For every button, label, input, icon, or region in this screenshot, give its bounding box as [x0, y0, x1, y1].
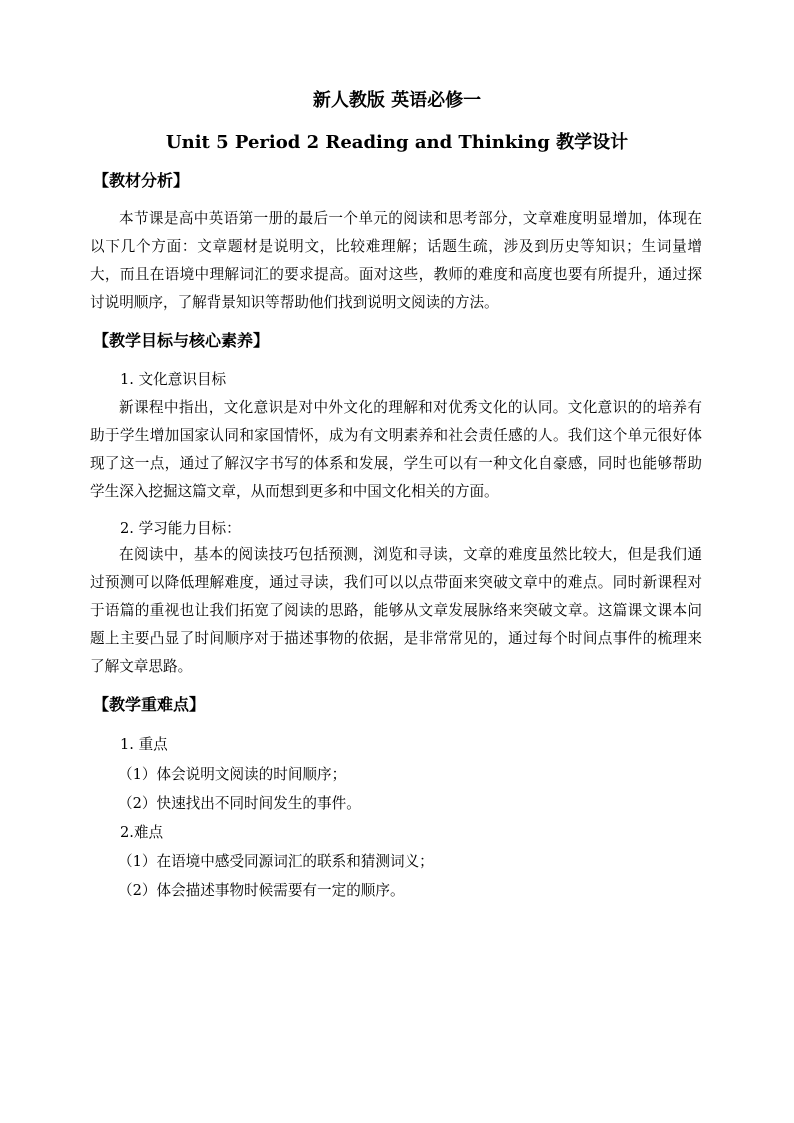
difficulty-item-2: （2）体会描述事物时候需要有一定的顺序。 — [118, 882, 405, 899]
analysis-paragraph: 本节课是高中英语第一册的最后一个单元的阅读和思考部分，文章难度明显增加，体现在以下几个方面：文章题材是说明文，比较难理解；话题生疏，涉及到历史等知识；生词量增大，而且在语境中理解词汇的要求提高。面对这些，教师的难度和高度也要有所提升，通过探讨说明顺序，了解背景知识等帮助他们找到说明文阅读的方法。 — [90, 210, 702, 311]
focus-label: 1. 重点 — [120, 736, 168, 753]
section-heading-objectives: 【教学目标与核心素养】 — [93, 331, 270, 350]
focus-item-1: （1）体会说明文阅读的时间顺序； — [118, 766, 347, 783]
focus-item-2: （2）快速找出不同时间发生的事件。 — [118, 795, 361, 812]
difficulty-item-1: （1）在语境中感受同源词汇的联系和猜测词义； — [118, 853, 434, 870]
objective-1-paragraph: 新课程中指出，文化意识是对中外文化的理解和对优秀文化的认同。文化意识的的培养有助于学生增加国家认同和家国情怀，成为有文明素养和社会责任感的人。我们这个单元很好体现了这一点，通过了解汉字书写的体系和发展，学生可以有一种文化自豪感，同时也能够帮助学生深入挖掘这篇文章，从而想到更多和中国文化相关的方面。 — [90, 399, 702, 500]
section-heading-key-points: 【教学重难点】 — [93, 695, 206, 714]
objective-1-label: 1. 文化意识目标 — [120, 371, 227, 388]
document-title: 新人教版 英语必修一 — [312, 90, 482, 111]
difficulty-label: 2.难点 — [120, 824, 164, 841]
document-subtitle: Unit 5 Period 2 Reading and Thinking 教学设计 — [165, 132, 629, 153]
objective-2-paragraph: 在阅读中，基本的阅读技巧包括预测，浏览和寻读，文章的难度虽然比较大，但是我们通过预测可以降低理解难度，通过寻读，我们可以以点带面来突破文章中的难点。同时新课程对于语篇的重视也让我们拓宽了阅读的思路，能够从文章发展脉络来突破文章。这篇课文课本问题上主要凸显了时间顺序对于描述事物的依据，是非常常见的，通过每个时间点事件的梳理来了解文章思路。 — [90, 546, 702, 675]
objective-2-label: 2. 学习能力目标： — [120, 520, 241, 537]
section-heading-analysis: 【教材分析】 — [93, 171, 190, 190]
